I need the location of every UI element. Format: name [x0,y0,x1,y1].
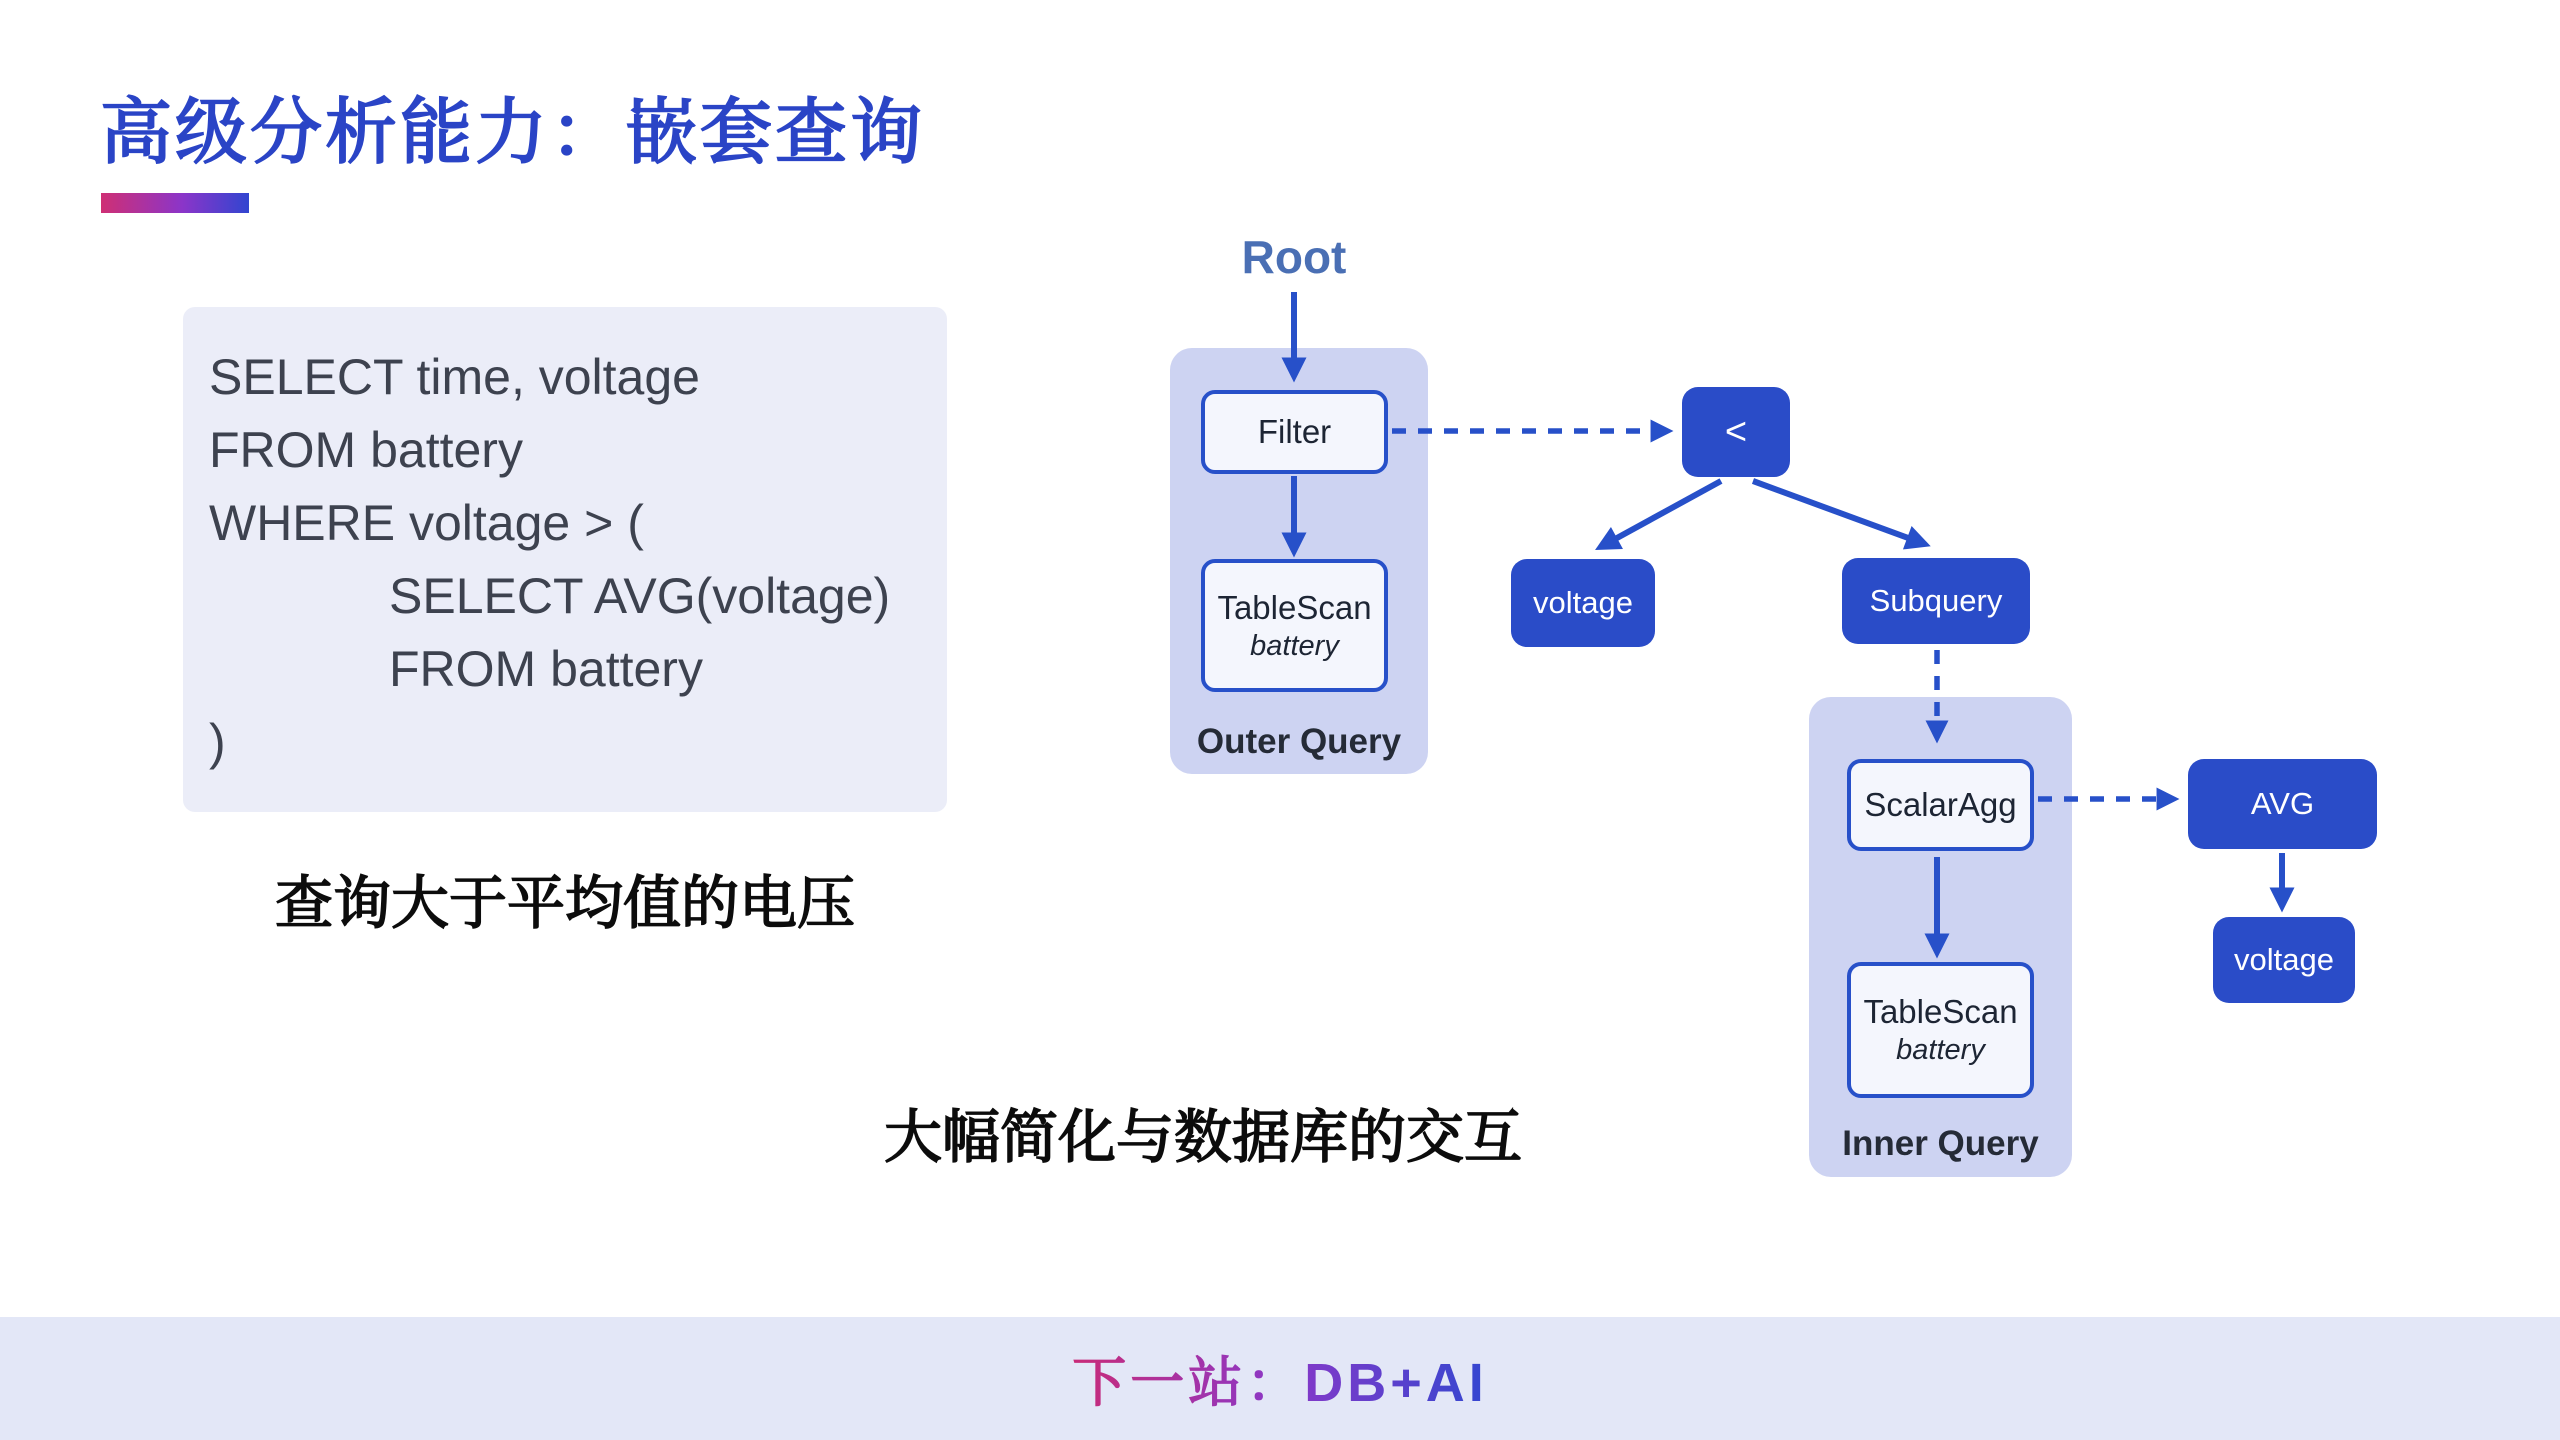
tablescan-inner-node [1847,962,2034,1098]
tablescan-label: TableScan [1217,588,1372,626]
avg-label: AVG [2250,786,2315,821]
sql-line: ) [209,714,226,770]
page-title: 高级分析能力：嵌套查询 [100,93,926,173]
scalaragg-label: ScalarAgg [1864,786,2017,823]
less-than-operator-node [1682,387,1790,477]
voltage-left-node [1511,559,1655,647]
filter-node [1201,390,1388,474]
interaction-caption: 大幅简化与数据库的交互 [884,1105,1523,1170]
sql-code-block [183,307,947,812]
root-label: Root [1241,231,1347,283]
inner-query-label: Inner Query [1842,1124,2039,1163]
tablescan-outer-node [1201,559,1388,692]
subquery-label: Subquery [1869,583,2003,618]
sql-line: SELECT AVG(voltage) [389,568,891,624]
table-name-label: battery [1896,1034,1985,1066]
sql-line: WHERE voltage > ( [209,495,644,551]
subquery-node [1842,558,2030,644]
outer-query-label: Outer Query [1196,722,1402,761]
sql-line: SELECT time, voltage [209,349,700,405]
less-than-label: < [1724,410,1748,453]
voltage-right-label: voltage [2234,942,2334,977]
sql-caption: 查询大于平均值的电压 [274,871,855,936]
footer-bar [0,1317,2560,1440]
voltage-right-node [2213,917,2355,1003]
title-underline-bar [101,193,249,213]
arrow-lt-to-voltage [1606,481,1721,544]
scalaragg-node [1847,759,2034,851]
table-name-label: battery [1250,629,1339,662]
footer-text: 下一站：DB+AI [1072,1340,1488,1417]
arrow-lt-to-subquery [1753,481,1919,542]
sql-line: FROM battery [389,641,703,697]
filter-node-label: Filter [1257,413,1332,450]
sql-line: FROM battery [209,422,523,478]
tablescan-label: TableScan [1863,993,2018,1030]
avg-node [2188,759,2377,849]
voltage-left-label: voltage [1533,585,1633,620]
